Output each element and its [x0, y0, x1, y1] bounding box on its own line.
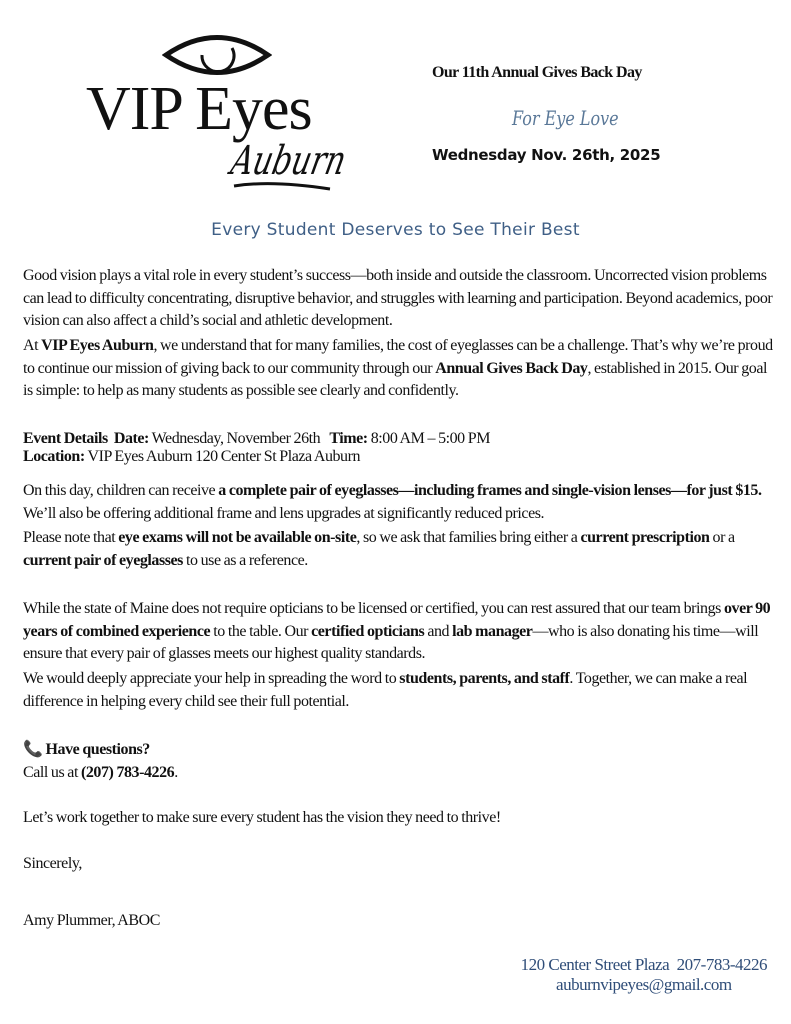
- paragraph-note: [23, 527, 773, 572]
- text-segment: At: [23, 337, 42, 354]
- text-segment: Annual Gives Back Day: [435, 359, 588, 377]
- text-segment: Call us at: [23, 763, 81, 781]
- logo-location: Auburn: [227, 138, 351, 184]
- text-segment: eye exams will not be available on-site: [118, 529, 357, 546]
- text-segment: to the table. Our: [210, 622, 312, 640]
- text-segment: Please note that: [23, 529, 119, 546]
- text-segment: to use as a reference.: [182, 551, 308, 569]
- text-segment: VIP Eyes Auburn 120 Center St Plaza Auburn: [84, 448, 361, 465]
- paragraph-appeal: [23, 668, 773, 713]
- text-segment: , so we ask that families bring either a: [356, 529, 581, 546]
- footer-email[interactable]: auburnvipeyes@gmail.com: [556, 975, 732, 994]
- headline: Every Student Deserves to See Their Best: [211, 220, 580, 240]
- closing-line: [23, 807, 773, 830]
- text-segment: Sincerely,: [23, 855, 82, 872]
- footer-contact: [521, 955, 767, 995]
- footer-address-phone: 120 Center Street Plaza 207-783-4226: [520, 955, 767, 974]
- text-segment: —who is also donating his time—will ensure that every pair of glasses meets our highest quality standards.: [23, 622, 762, 662]
- text-segment: , established in 2015. Our goal is simple: to help as many students as possible see clearly and confidently.: [23, 359, 771, 399]
- text-segment: , we understand that for many families, the cost of eyeglasses can be a challenge. That’s why we’re proud to continue our mission of giving back to our community through our: [23, 337, 776, 377]
- text-segment: 📞 Have questions?: [23, 741, 150, 758]
- logo-swash: [232, 180, 332, 192]
- text-segment: Wednesday, November 26th: [148, 430, 330, 447]
- text-segment: Time:: [329, 430, 368, 447]
- text-segment: (207) 783-4226: [81, 763, 175, 781]
- paragraph-intro: [23, 265, 776, 333]
- eye-logo-icon: [162, 30, 272, 80]
- text-segment: Amy Plummer, ABOC: [23, 912, 160, 929]
- text-segment: On this day, children can receive: [23, 482, 219, 499]
- paragraph-mission: [23, 335, 776, 403]
- contact-block: [23, 739, 773, 784]
- event-details: [23, 430, 773, 466]
- text-segment: We’ll also be offering additional frame and lens upgrades at significantly reduced prices.: [23, 482, 765, 522]
- text-segment: a complete pair of eyeglasses—including frames and single-vision lenses—for just $15.: [218, 482, 762, 499]
- text-segment: lab manager: [452, 622, 533, 640]
- signature-name: [23, 910, 773, 933]
- annual-event-title: Our 11th Annual Gives Back Day: [432, 64, 642, 81]
- text-segment: current prescription: [580, 529, 710, 546]
- text-segment: We would deeply appreciate your help in spreading the word to: [23, 670, 400, 687]
- text-segment: certified opticians: [311, 622, 425, 640]
- text-segment: Good vision plays a vital role in every student’s success—both inside and outside the classroom. Uncorrected vision problems can lead to difficulty concentrating, disruptive behavior, and struggles with learning and participation. Beyond academics, poor vision can also affect a child’s social and athletic development.: [23, 267, 776, 329]
- text-segment: . Together, we can make a real difference in helping every child see their full potential.: [23, 670, 751, 710]
- text-segment: Let’s work together to make sure every student has the vision they need to thrive!: [23, 809, 501, 826]
- text-segment: or a: [709, 529, 738, 546]
- logo-name: VIP Eyes: [86, 75, 312, 143]
- text-segment: and: [424, 622, 453, 640]
- text-segment: While the state of Maine does not require opticians to be licensed or certified, you can rest assured that our team brings: [23, 600, 724, 617]
- text-segment: students, parents, and staff: [399, 670, 570, 687]
- text-segment: 8:00 AM – 5:00 PM: [367, 430, 490, 447]
- text-segment: VIP Eyes Auburn: [41, 337, 154, 354]
- text-segment: over 90 years of combined experience: [23, 600, 774, 640]
- text-segment: .: [174, 763, 178, 781]
- sign-off: [23, 853, 773, 876]
- text-segment: current pair of eyeglasses: [23, 551, 183, 569]
- text-segment: Location:: [23, 448, 85, 465]
- paragraph-offer: [23, 480, 773, 525]
- paragraph-experience: [23, 598, 773, 666]
- tagline: For Eye Love: [512, 106, 619, 130]
- text-segment: Event Details Date:: [23, 430, 149, 447]
- event-date: Wednesday Nov. 26th, 2025: [432, 146, 661, 164]
